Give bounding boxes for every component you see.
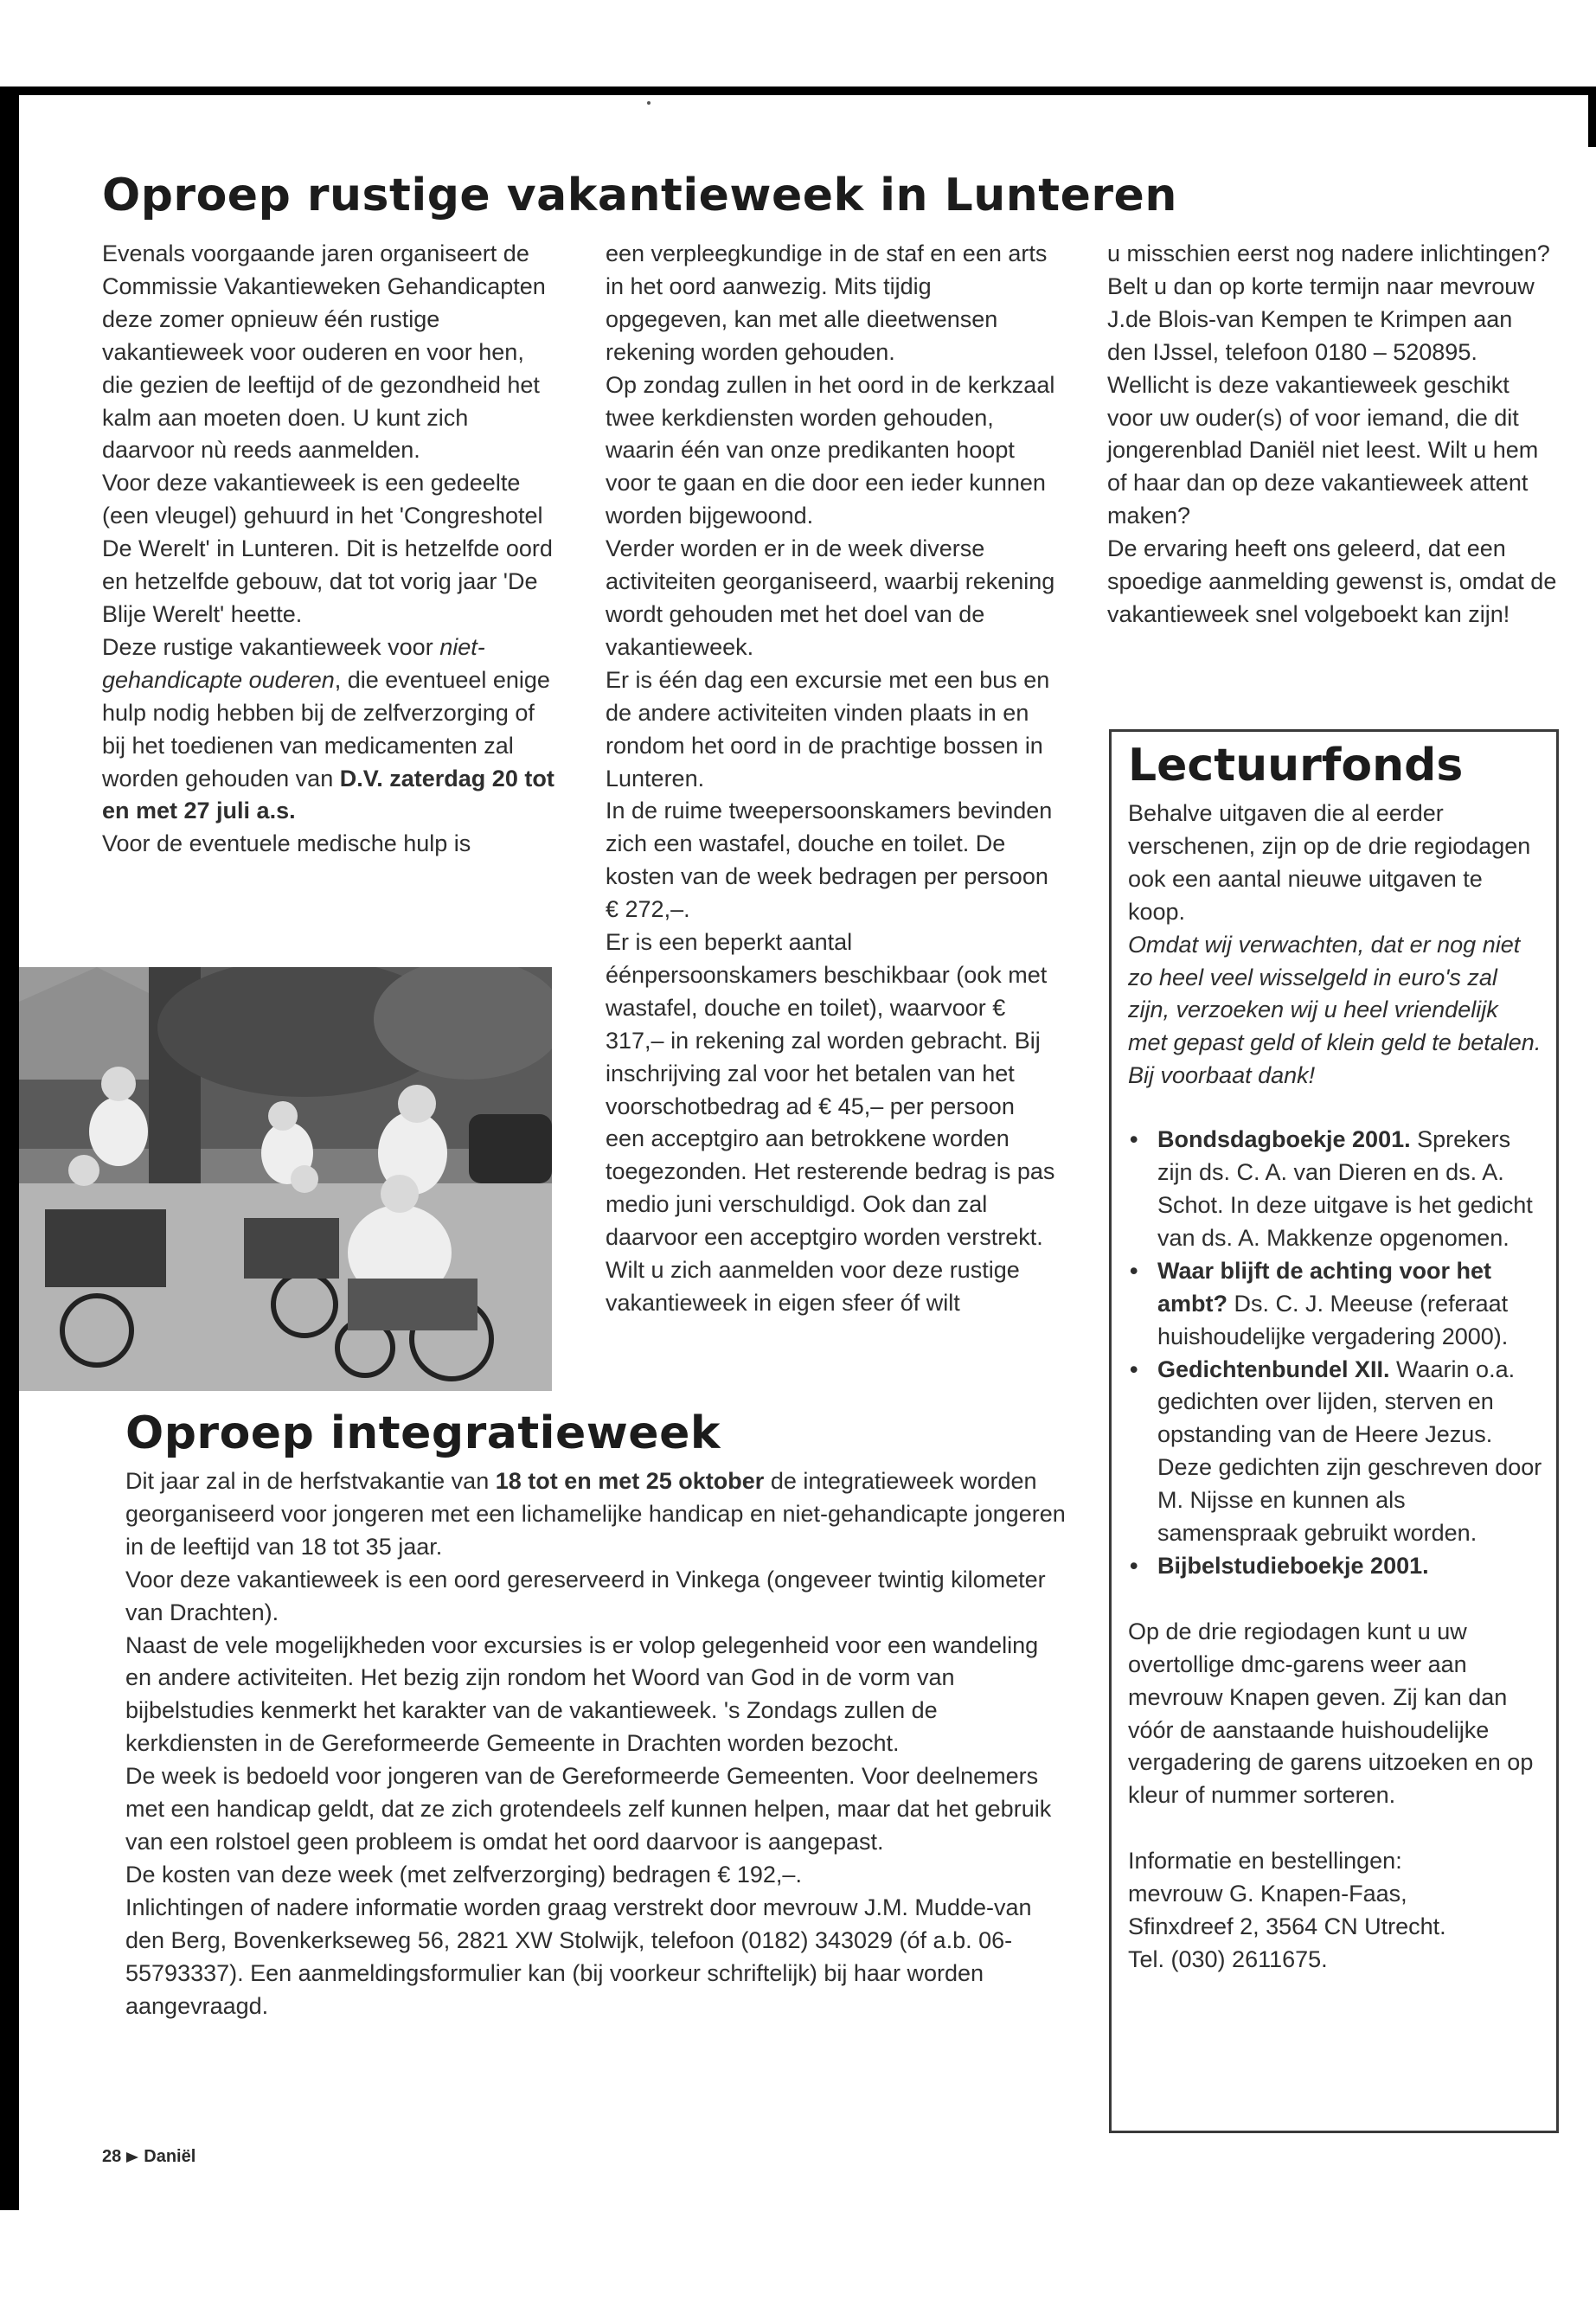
list-item	[1128, 1354, 1543, 1550]
item-text: Waarin o.a. gedichten over lijden, sterven en opstanding van de Heere Jezus. Deze gedichten zijn geschreven door M. Nijsse en kunnen als samenspraak gebruikt worden.	[1157, 1356, 1542, 1547]
lectuurfonds-title: Lectuurfonds	[1128, 740, 1464, 792]
page-footer	[102, 2147, 195, 2167]
text-span: Deze rustige vakantieweek voor	[102, 633, 440, 660]
item-text: Ds. C. J. Meeuse (referaat huishoudelijke vergadering 2000).	[1157, 1290, 1509, 1349]
paragraph	[125, 1465, 1068, 1564]
paragraph: De week is bedoeld voor jongeren van de Gereformeerde Gemeenten. Voor deelnemers met een handicap geldt, dat ze zich grotendeels zelf kunnen helpen, maar dat het gebruik van een rolstoel geen probleem is omdat het oord daarvoor is aangepast.	[125, 1763, 1052, 1855]
page-number: 28	[102, 2147, 122, 2166]
article2-body	[125, 1465, 1068, 2022]
paragraph: In de ruime tweepersoonskamers bevinden zich een wastafel, douche en toilet. De kosten van de week bedragen per persoon € 272,–.	[606, 798, 1053, 923]
article1-column-3	[1107, 238, 1557, 631]
paragraph: Inlichtingen of nadere informatie worden graag verstrekt door mevrouw J.M. Mudde-van den Berg, Bovenkerkseweg 56, 2821 XW Stolwijk, telefoon (0182) 343029 (óf a.b. 06-55793337). Een aanmeldingsformulier kan (bij voorkeur schriftelijk) bij haar worden aangevraagd.	[125, 1894, 1032, 2019]
lectuurfonds-body	[1128, 798, 1543, 1977]
scan-edge-top	[0, 87, 1596, 95]
paragraph: Voor deze vakantieweek is een oord gereserveerd in Vinkega (ongeveer twintig kilometer van Drachten).	[125, 1566, 1046, 1625]
text-span: Dit jaar zal in de herfstvakantie van	[125, 1468, 496, 1494]
article1-column-1	[102, 238, 561, 861]
item-text: Sprekers zijn ds. C. A. van Dieren en ds. A. Schot. In deze uitgave is het gedicht van ds. A. Makkenze opgenomen.	[1157, 1126, 1533, 1251]
item-title: Bijbelstudieboekje 2001.	[1157, 1552, 1429, 1579]
article1-title: Oproep rustige vakantieweek in Lunteren	[102, 170, 1177, 221]
article2-title: Oproep integratieweek	[125, 1407, 721, 1459]
paragraph: Er is één dag een excursie met een bus en de andere activiteiten vinden plaats in en rondom het oord in de prachtige bossen in Lunteren.	[606, 666, 1050, 792]
paragraph: Evenals voorgaande jaren organiseert de Commissie Vakantieweken Gehandicapten deze zomer opnieuw één rustige vakantieweek voor ouderen en voor hen, die gezien de leeftijd of de gezondheid het kalm aan moeten doen. U kunt zich daarvoor nù reeds aanmelden.	[102, 240, 546, 464]
list-item	[1128, 1255, 1543, 1354]
contact-info	[1128, 1845, 1543, 1977]
date-highlight: 18 tot en met 25 oktober	[495, 1468, 765, 1494]
paragraph: u misschien eerst nog nadere inlichtingen? Belt u dan op korte termijn naar mevrouw J.de Blois-van Kempen te Krimpen aan den IJssel, telefoon 0180 – 520895.	[1107, 240, 1550, 365]
paragraph: Wilt u zich aanmelden voor deze rustige vakantieweek in eigen sfeer óf wilt	[606, 1257, 1020, 1316]
paragraph: Verder worden er in de week diverse activiteiten georganiseerd, waarbij rekening wordt gehouden met het doel van de vakantieweek.	[606, 535, 1055, 660]
scan-edge-right	[1588, 87, 1596, 147]
text-span: de integratieweek worden georganiseerd voor jongeren met een lichamelijke handicap en niet-gehandicapte jongeren in de leeftijd van 18 tot 35 jaar.	[125, 1468, 1066, 1560]
item-title: Gedichtenbundel XII.	[1157, 1356, 1390, 1382]
contact-line: Sfinxdreef 2, 3564 CN Utrecht.	[1128, 1913, 1446, 1940]
contact-line: mevrouw G. Knapen-Faas,	[1128, 1881, 1407, 1907]
list-item	[1128, 1124, 1543, 1255]
list-item	[1128, 1550, 1543, 1583]
paragraph: Op zondag zullen in het oord in de kerkzaal twee kerkdiensten worden gehouden, waarin één van onze predikanten hoopt voor te gaan en die door een ieder kunnen worden bijgewoond.	[606, 371, 1055, 529]
photo-wheelchair-walk	[19, 967, 552, 1391]
photo-illustration	[19, 967, 552, 1391]
text-span: , die eventueel enige hulp nodig hebben bij de zelfverzorging of bij het toedienen van medicamenten zal worden gehouden van	[102, 666, 550, 792]
emphasis: niet-gehandicapte ouderen	[102, 633, 485, 693]
paragraph: Wellicht is deze vakantieweek geschikt voor uw ouder(s) of voor iemand, die dit jongerenblad Daniël niet leest. Wilt u hem of haar dan op deze vakantieweek attent maken?	[1107, 371, 1539, 529]
paragraph: Voor de eventuele medische hulp is	[102, 830, 471, 857]
paragraph: De kosten van deze week (met zelfverzorging) bedragen € 192,–.	[125, 1861, 802, 1888]
contact-line: Informatie en bestellingen:	[1128, 1848, 1402, 1875]
paragraph: Voor deze vakantieweek is een gedeelte (een vleugel) gehuurd in het 'Congreshotel De Werelt' in Lunteren. Dit is hetzelfde oord en hetzelfde gebouw, dat tot vorig jaar 'De Blije Werelt' heette.	[102, 470, 553, 627]
article1-column-2	[606, 238, 1055, 1320]
publication-list	[1128, 1124, 1543, 1583]
paragraph: Op de drie regiodagen kunt u uw overtollige dmc-garens weer aan mevrouw Knapen geven. Zij kan dan vóór de aanstaande huishoudelijke vergadering de garens uitzoeken en op kleur of nummer sorteren.	[1128, 1618, 1534, 1809]
item-title: Bondsdagboekje 2001.	[1157, 1126, 1411, 1153]
arrow-icon	[126, 2152, 138, 2163]
magazine-name: Daniël	[144, 2147, 196, 2166]
scan-edge-left	[0, 87, 19, 2210]
paragraph: Er is een beperkt aantal éénpersoonskamers beschikbaar (ook met wastafel, douche en toilet), waarvoor € 317,– in rekening zal worden gebracht. Bij inschrijving zal voor het betalen van het voorschotbedrag ad € 45,– per persoon een acceptgiro aan betrokkene worden toegezonden. Het resterende bedrag is pas medio juni verschuldigd. Ook dan zal daarvoor een acceptgiro worden verstrekt.	[606, 929, 1055, 1251]
paragraph: Naast de vele mogelijkheden voor excursies is er volop gelegenheid voor een wandeling en andere activiteiten. Het bezig zijn rondom het Woord van God in de vorm van bijbelstudies kenmerkt het karakter van de vakantieweek. 's Zondags zullen de kerkdiensten in de Gereformeerde Gemeente in Drachten worden bezocht.	[125, 1631, 1039, 1757]
paragraph: een verpleegkundige in de staf en een arts in het oord aanwezig. Mits tijdig opgegeven, kan met alle dieetwensen rekening worden gehouden.	[606, 240, 1048, 365]
item-title: Waar blijft de achting voor het ambt?	[1157, 1257, 1492, 1317]
paragraph: Behalve uitgaven die al eerder verschenen, zijn op de drie regiodagen ook een aantal nieuwe uitgaven te koop.	[1128, 800, 1531, 925]
contact-line: Tel. (030) 2611675.	[1128, 1946, 1328, 1972]
italic-notice: Omdat wij verwachten, dat er nog niet zo heel veel wisselgeld in euro's zal zijn, verzoeken wij u heel vriendelijk met gepast geld of klein geld te betalen. Bij voorbaat dank!	[1128, 931, 1542, 1089]
scan-dust	[647, 101, 651, 105]
date-highlight: D.V. zaterdag 20 tot en met 27 juli a.s.	[102, 765, 554, 824]
paragraph: De ervaring heeft ons geleerd, dat een spoedige aanmelding gewenst is, omdat de vakantieweek snel volgeboekt kan zijn!	[1107, 535, 1557, 627]
paragraph	[102, 631, 561, 828]
